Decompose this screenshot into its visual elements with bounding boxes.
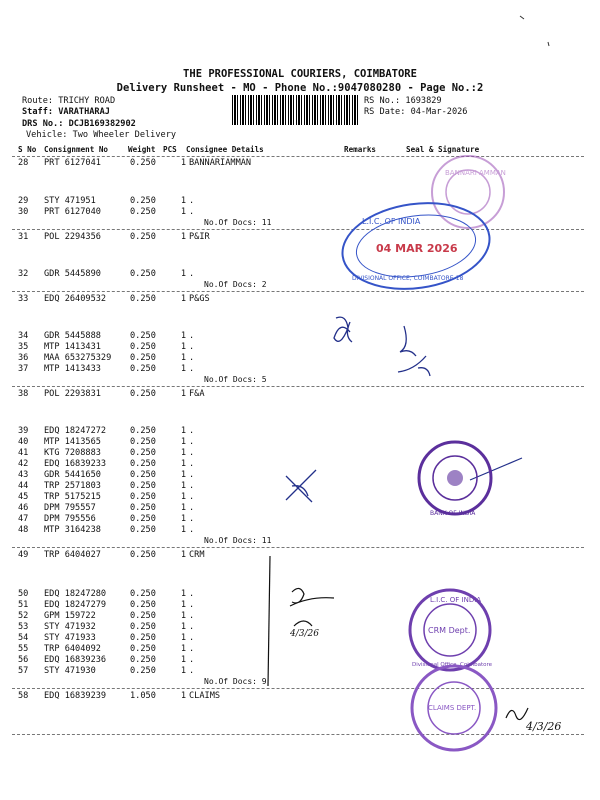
col-remarks: Remarks: [344, 145, 377, 154]
lic-date-stamp: [337, 194, 495, 298]
table-row: 36 MAA 653275329 0.250 1 .: [18, 353, 195, 363]
table-row: 35 MTP 1413431 0.250 1 .: [18, 342, 195, 352]
drs-number: DRS No.: DCJB169382902: [22, 119, 136, 129]
svg-text:L.I.C. OF INDIA: L.I.C. OF INDIA: [430, 596, 482, 604]
svg-text:CRM Dept.: CRM Dept.: [428, 626, 471, 635]
table-row: 58 EDQ 16839239 1.050 1 CLAIMS: [18, 691, 221, 701]
svg-text:DIVISIONAL OFFICE, COIMBATORE-: DIVISIONAL OFFICE, COIMBATORE-18: [352, 275, 464, 282]
vehicle-label: Vehicle: Two Wheeler Delivery: [26, 130, 177, 140]
table-row: 29 STY 471951 0.250 1 .: [18, 196, 195, 206]
col-pcs: PCS: [163, 145, 177, 154]
svg-text:04 MAR 2026: 04 MAR 2026: [376, 242, 458, 255]
table-row: 28 PRT 6127041 0.250 1 BANNARIAMMAN: [18, 158, 252, 168]
table-row: 38 POL 2293831 0.250 1 F&A: [18, 389, 205, 399]
table-row: 42 EDQ 16839233 0.250 1 .: [18, 459, 195, 469]
table-row: 30 PRT 6127040 0.250 1 .: [18, 207, 195, 217]
col-weight: Weight: [128, 145, 156, 154]
table-row: 31 POL 2294356 0.250 1 P&IR: [18, 232, 210, 242]
table-row: 57 STY 471930 0.250 1 .: [18, 666, 195, 676]
table-row: 44 TRP 2571803 0.250 1 .: [18, 481, 195, 491]
table-row: 39 EDQ 18247272 0.250 1 .: [18, 426, 195, 436]
staff-label: Staff: VARATHARAJ: [22, 107, 110, 117]
svg-text:Divisional Office, Coimbatore: Divisional Office, Coimbatore: [412, 662, 492, 668]
table-row: 48 MTP 3164238 0.250 1 .: [18, 525, 195, 535]
claims-handwritten-date: 4/3/26: [526, 720, 562, 733]
col-consignment: Consignment No: [44, 145, 109, 154]
doc-count: No.Of Docs: 11: [204, 218, 272, 227]
table-row: 52 GPM 159722 0.250 1 .: [18, 611, 195, 621]
table-row: 46 DPM 795557 0.250 1 .: [18, 503, 195, 513]
crm-handwritten-date: 4/3/26: [290, 629, 319, 639]
col-seal: Seal & Signature: [406, 145, 480, 154]
table-row: 34 GDR 5445888 0.250 1 .: [18, 331, 195, 341]
table-row: 53 STY 471932 0.250 1 .: [18, 622, 195, 632]
table-row: 50 EDQ 18247280 0.250 1 .: [18, 589, 195, 599]
rs-number: RS No.: 1693829: [364, 96, 442, 106]
route-label: Route: TRICHY ROAD: [22, 96, 116, 106]
table-row: 54 STY 471933 0.250 1 .: [18, 633, 195, 643]
claims-dept-stamp: [412, 666, 496, 750]
table-row: 33 EDQ 26409532 0.250 1 P&GS: [18, 294, 210, 304]
table-row: 41 KTG 7208883 0.250 1 .: [18, 448, 195, 458]
doc-count: No.Of Docs: 11: [204, 536, 272, 545]
table-row: 51 EDQ 18247279 0.250 1 .: [18, 600, 195, 610]
crm-dept-stamp: [410, 590, 493, 670]
bannari-stamp: [432, 156, 506, 228]
table-row: 49 TRP 6404027 0.250 1 CRM: [18, 550, 205, 560]
table-row: 45 TRP 5175215 0.250 1 .: [18, 492, 195, 502]
doc-count: No.Of Docs: 2: [204, 280, 267, 289]
table-row: 43 GDR 5441650 0.250 1 .: [18, 470, 195, 480]
doc-count: No.Of Docs: 5: [204, 375, 267, 384]
col-details: Consignee Details: [186, 145, 264, 154]
table-row: 32 GDR 5445890 0.250 1 .: [18, 269, 195, 279]
svg-text:CLAIMS DEPT.: CLAIMS DEPT.: [428, 704, 477, 712]
runsheet-title: THE PROFESSIONAL COURIERS, COIMBATORE: [183, 68, 417, 80]
svg-text:BANNARI AMMAN: BANNARI AMMAN: [445, 169, 506, 177]
svg-text:BANK OF INDIA: BANK OF INDIA: [430, 510, 476, 517]
bank-stamp: [419, 442, 491, 517]
table-row: 40 MTP 1413565 0.250 1 .: [18, 437, 195, 447]
svg-text:L.I.C. OF INDIA: L.I.C. OF INDIA: [362, 217, 421, 226]
runsheet-subtitle: Delivery Runsheet - MO - Phone No.:9047080280 - Page No.:2: [116, 82, 484, 94]
col-sno: S No: [18, 145, 37, 154]
doc-count: No.Of Docs: 9: [204, 677, 267, 686]
table-row: 56 EDQ 16839236 0.250 1 .: [18, 655, 195, 665]
table-row: 37 MTP 1413433 0.250 1 .: [18, 364, 195, 374]
rs-date: RS Date: 04-Mar-2026: [364, 107, 468, 117]
table-row: 47 DPM 795556 0.250 1 .: [18, 514, 195, 524]
table-row: 55 TRP 6404092 0.250 1 .: [18, 644, 195, 654]
